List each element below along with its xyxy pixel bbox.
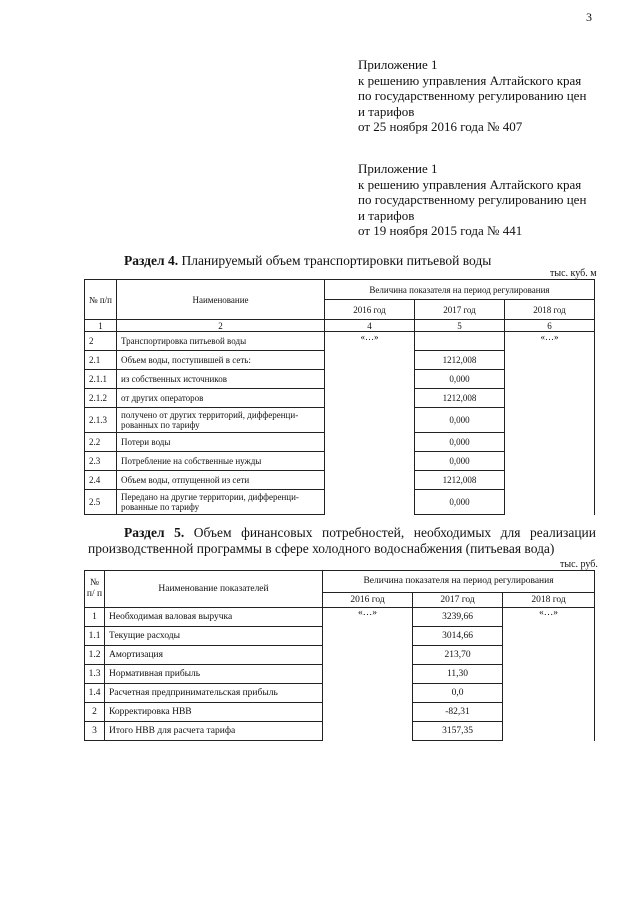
row-value-2017: 213,70	[413, 646, 503, 665]
section5-units: тыс. руб.	[560, 559, 598, 570]
row-name: от других операторов	[117, 389, 325, 408]
appendix-line: к решению управления Алтайского края	[358, 176, 582, 192]
row-value-2017: 3157,35	[413, 722, 503, 741]
row-num: 3	[85, 722, 105, 741]
row-name: Потери воды	[117, 433, 325, 452]
row-num: 1.4	[85, 684, 105, 703]
section4-table	[84, 279, 595, 515]
row-name: Нормативная прибыль	[105, 665, 323, 684]
row-num: 2.3	[85, 452, 117, 471]
row-name: Объем воды, поступившей в сеть:	[117, 351, 325, 370]
header-group: Величина показателя на период регулирования	[323, 571, 595, 593]
header-year-2016: 2016 год	[325, 300, 415, 320]
section4-title	[124, 253, 491, 269]
row-num: 2	[85, 703, 105, 722]
page-number: 3	[586, 10, 592, 24]
ellipsis-2016: «…»	[325, 332, 415, 515]
section5-title	[88, 525, 596, 557]
row-name: Необходимая валовая выручка	[105, 608, 323, 627]
appendix-line: по государственному регулированию цен	[358, 88, 587, 104]
row-name: Объем воды, отпущенной из сети	[117, 471, 325, 490]
row-num: 2.1	[85, 351, 117, 370]
row-name: Амортизация	[105, 646, 323, 665]
header-num: № п/ п	[85, 571, 105, 608]
header-name: Наименование	[117, 280, 325, 320]
header-num: № п/п	[85, 280, 117, 320]
row-value-2017: 1212,008	[415, 351, 505, 370]
section5-table	[84, 570, 595, 741]
table-row	[85, 608, 595, 627]
row-value-2017: 0,000	[415, 433, 505, 452]
row-value-2017: -82,31	[413, 703, 503, 722]
row-value-2017: 1212,008	[415, 389, 505, 408]
col-number: 5	[415, 320, 505, 332]
col-number: 6	[505, 320, 595, 332]
row-num: 2.1.1	[85, 370, 117, 389]
ellipsis-2018: «…»	[503, 608, 595, 741]
row-value-2017: 0,000	[415, 490, 505, 515]
row-name: Итого НВВ для расчета тарифа	[105, 722, 323, 741]
section4-title-text: Планируемый объем транспортировки питьевой воды	[178, 253, 492, 268]
row-name: получено от других территорий, дифференци-рованных по тарифу	[117, 408, 325, 433]
ellipsis-2016: «…»	[323, 608, 413, 741]
header-name: Наименование показателей	[105, 571, 323, 608]
col-number: 1	[85, 320, 117, 332]
col-number: 2	[117, 320, 325, 332]
header-year-2018: 2018 год	[505, 300, 595, 320]
row-value-2017: 1212,008	[415, 471, 505, 490]
header-year-2018: 2018 год	[503, 593, 595, 608]
row-value-2017: 11,30	[413, 665, 503, 684]
appendix-line: и тарифов	[358, 103, 415, 119]
row-num: 2	[85, 332, 117, 351]
row-name: из собственных источников	[117, 370, 325, 389]
section5-title-text: Объем финансовых потребностей, необходимых для реализации производственной программы в сфере холодного водоснабжения (питьевая вода)	[88, 525, 596, 556]
appendix-current	[358, 57, 620, 135]
appendix-previous	[358, 161, 620, 239]
row-num: 1	[85, 608, 105, 627]
appendix-line: Приложение 1	[358, 57, 438, 72]
appendix-line: Приложение 1	[358, 161, 438, 176]
row-name: Транспортировка питьевой воды	[117, 332, 325, 351]
header-year-2016: 2016 год	[323, 593, 413, 608]
row-num: 2.5	[85, 490, 117, 515]
section4-title-number: Раздел 4.	[124, 253, 179, 268]
row-value-2017: 0,000	[415, 370, 505, 389]
section5-title-number: Раздел 5.	[124, 525, 185, 540]
section4-units: тыс. куб. м	[550, 268, 597, 279]
row-num: 2.2	[85, 433, 117, 452]
ellipsis-2018: «…»	[505, 332, 595, 515]
row-name: Потребление на собственные нужды	[117, 452, 325, 471]
appendix-line: и тарифов	[358, 207, 415, 223]
row-value-2017: 3014,66	[413, 627, 503, 646]
row-num: 1.3	[85, 665, 105, 684]
row-name: Расчетная предпринимательская прибыль	[105, 684, 323, 703]
header-year-2017: 2017 год	[413, 593, 503, 608]
col-number: 4	[325, 320, 415, 332]
row-num: 2.1.2	[85, 389, 117, 408]
row-value-2017: 0,000	[415, 408, 505, 433]
appendix-line: к решению управления Алтайского края	[358, 72, 582, 88]
row-name: Текущие расходы	[105, 627, 323, 646]
appendix-line: от 25 ноября 2016 года № 407	[358, 119, 523, 135]
row-value-2017: 3239,66	[413, 608, 503, 627]
row-value-2017	[415, 332, 505, 351]
row-num: 1.1	[85, 627, 105, 646]
appendix-line: от 19 ноября 2015 года № 441	[358, 223, 523, 239]
row-name: Передано на другие территории, дифференци-рованные по тарифу	[117, 490, 325, 515]
table-row	[85, 332, 595, 351]
row-num: 2.1.3	[85, 408, 117, 433]
row-name: Корректировка НВВ	[105, 703, 323, 722]
row-value-2017: 0,000	[415, 452, 505, 471]
appendix-line: по государственному регулированию цен	[358, 192, 587, 208]
header-year-2017: 2017 год	[415, 300, 505, 320]
row-num: 1.2	[85, 646, 105, 665]
row-value-2017: 0,0	[413, 684, 503, 703]
header-group: Величина показателя на период регулирования	[325, 280, 595, 300]
row-num: 2.4	[85, 471, 117, 490]
